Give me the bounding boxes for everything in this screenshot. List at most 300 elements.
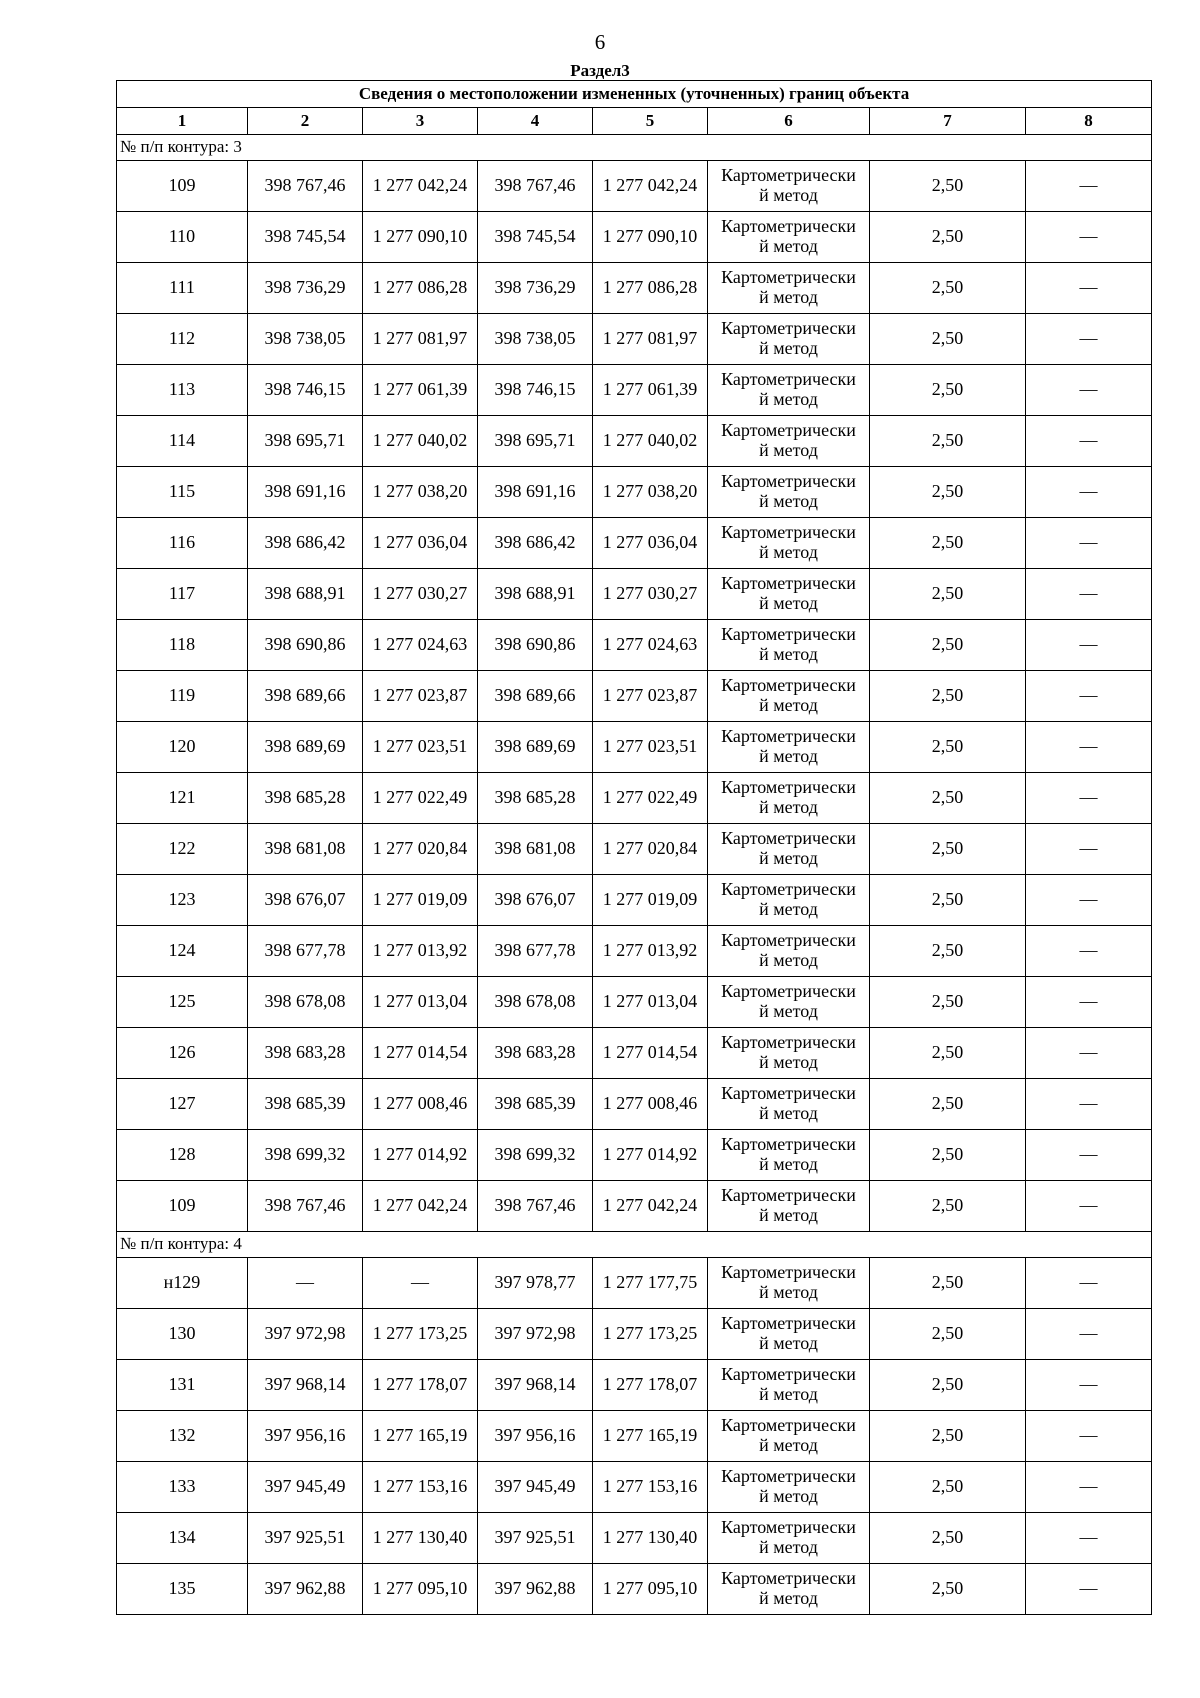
- x-old-value: 398 685,39: [248, 1079, 363, 1130]
- y-old-value: 1 277 153,16: [363, 1462, 478, 1513]
- x-new-value: 397 968,14: [478, 1360, 593, 1411]
- y-new-value: 1 277 014,92: [593, 1130, 708, 1181]
- method-cell: [708, 620, 870, 671]
- page-number: 6: [594, 30, 606, 54]
- method-cell: [708, 926, 870, 977]
- method-line: Картометрически: [721, 726, 856, 747]
- method-cell: [708, 1309, 870, 1360]
- point-number: 119: [117, 671, 248, 722]
- point-number: 117: [117, 569, 248, 620]
- y-new-value: 1 277 042,24: [593, 161, 708, 212]
- x-new-value: 398 676,07: [478, 875, 593, 926]
- method-line: й метод: [759, 236, 818, 256]
- method-cell: [708, 1130, 870, 1181]
- accuracy-value: 2,50: [870, 1513, 1026, 1564]
- point-number: 124: [117, 926, 248, 977]
- y-new-value: 1 277 130,40: [593, 1513, 708, 1564]
- y-old-value: 1 277 178,07: [363, 1360, 478, 1411]
- method-line: Картометрически: [721, 675, 856, 696]
- method-line: Картометрически: [721, 1568, 856, 1589]
- point-number: 112: [117, 314, 248, 365]
- y-new-value: 1 277 022,49: [593, 773, 708, 824]
- note-value: —: [1026, 1564, 1152, 1615]
- table-row: [117, 1462, 1152, 1513]
- table-row: [117, 620, 1152, 671]
- y-old-value: 1 277 038,20: [363, 467, 478, 518]
- y-old-value: 1 277 165,19: [363, 1411, 478, 1462]
- point-number: 111: [117, 263, 248, 314]
- accuracy-value: 2,50: [870, 212, 1026, 263]
- table-row: [117, 416, 1152, 467]
- y-old-value: 1 277 061,39: [363, 365, 478, 416]
- y-old-value: 1 277 020,84: [363, 824, 478, 875]
- y-old-value: 1 277 090,10: [363, 212, 478, 263]
- x-new-value: 398 686,42: [478, 518, 593, 569]
- point-number: н129: [117, 1258, 248, 1309]
- method-line: й метод: [759, 287, 818, 307]
- method-line: Картометрически: [721, 1134, 856, 1155]
- note-value: —: [1026, 671, 1152, 722]
- y-old-value: 1 277 081,97: [363, 314, 478, 365]
- method-cell: [708, 1360, 870, 1411]
- note-value: —: [1026, 1079, 1152, 1130]
- table-row: [117, 1181, 1152, 1232]
- accuracy-value: 2,50: [870, 1411, 1026, 1462]
- point-number: 121: [117, 773, 248, 824]
- point-number: 135: [117, 1564, 248, 1615]
- y-new-value: 1 277 090,10: [593, 212, 708, 263]
- point-number: 120: [117, 722, 248, 773]
- accuracy-value: 2,50: [870, 926, 1026, 977]
- y-new-value: 1 277 173,25: [593, 1309, 708, 1360]
- x-old-value: 398 688,91: [248, 569, 363, 620]
- column-number: 6: [708, 108, 870, 135]
- point-number: 130: [117, 1309, 248, 1360]
- method-line: Картометрически: [721, 1313, 856, 1334]
- method-cell: [708, 977, 870, 1028]
- method-cell: [708, 569, 870, 620]
- note-value: —: [1026, 824, 1152, 875]
- method-cell: [708, 518, 870, 569]
- y-old-value: 1 277 173,25: [363, 1309, 478, 1360]
- point-number: 109: [117, 1181, 248, 1232]
- method-line: Картометрически: [721, 573, 856, 594]
- y-old-value: 1 277 022,49: [363, 773, 478, 824]
- note-value: —: [1026, 1130, 1152, 1181]
- method-cell: [708, 1079, 870, 1130]
- x-old-value: 397 972,98: [248, 1309, 363, 1360]
- accuracy-value: 2,50: [870, 620, 1026, 671]
- x-new-value: 398 678,08: [478, 977, 593, 1028]
- method-line: Картометрически: [721, 879, 856, 900]
- y-old-value: 1 277 023,51: [363, 722, 478, 773]
- note-value: —: [1026, 1462, 1152, 1513]
- x-new-value: 398 738,05: [478, 314, 593, 365]
- table-row: [117, 518, 1152, 569]
- method-line: й метод: [759, 746, 818, 766]
- method-cell: [708, 773, 870, 824]
- x-old-value: 397 962,88: [248, 1564, 363, 1615]
- table-row: [117, 314, 1152, 365]
- x-new-value: 398 681,08: [478, 824, 593, 875]
- method-line: й метод: [759, 1537, 818, 1557]
- x-new-value: 397 956,16: [478, 1411, 593, 1462]
- y-new-value: 1 277 030,27: [593, 569, 708, 620]
- method-cell: [708, 671, 870, 722]
- method-line: й метод: [759, 644, 818, 664]
- table-row: [117, 1411, 1152, 1462]
- table-row: [117, 722, 1152, 773]
- accuracy-value: 2,50: [870, 161, 1026, 212]
- x-new-value: 398 690,86: [478, 620, 593, 671]
- method-cell: [708, 1462, 870, 1513]
- y-new-value: 1 277 020,84: [593, 824, 708, 875]
- x-old-value: 397 968,14: [248, 1360, 363, 1411]
- method-line: й метод: [759, 1588, 818, 1608]
- method-line: й метод: [759, 389, 818, 409]
- accuracy-value: 2,50: [870, 875, 1026, 926]
- method-line: Картометрически: [721, 267, 856, 288]
- accuracy-value: 2,50: [870, 1079, 1026, 1130]
- method-line: й метод: [759, 1001, 818, 1021]
- method-cell: [708, 875, 870, 926]
- method-line: й метод: [759, 185, 818, 205]
- note-value: —: [1026, 1028, 1152, 1079]
- method-line: Картометрически: [721, 1415, 856, 1436]
- y-new-value: 1 277 086,28: [593, 263, 708, 314]
- x-old-value: 398 685,28: [248, 773, 363, 824]
- note-value: —: [1026, 1309, 1152, 1360]
- table-row: [117, 773, 1152, 824]
- method-cell: [708, 416, 870, 467]
- y-old-value: —: [363, 1258, 478, 1309]
- y-old-value: 1 277 030,27: [363, 569, 478, 620]
- x-old-value: 398 676,07: [248, 875, 363, 926]
- column-number: 5: [593, 108, 708, 135]
- contour-label: № п/п контура: 3: [117, 135, 1152, 161]
- x-old-value: 398 678,08: [248, 977, 363, 1028]
- method-line: Картометрически: [721, 930, 856, 951]
- table-row: [117, 824, 1152, 875]
- contour-header-row: [117, 1232, 1152, 1258]
- method-line: Картометрически: [721, 165, 856, 186]
- x-new-value: 398 746,15: [478, 365, 593, 416]
- accuracy-value: 2,50: [870, 314, 1026, 365]
- table-row: [117, 1130, 1152, 1181]
- x-old-value: 398 681,08: [248, 824, 363, 875]
- method-cell: [708, 263, 870, 314]
- method-line: й метод: [759, 1435, 818, 1455]
- x-old-value: 398 689,66: [248, 671, 363, 722]
- method-line: й метод: [759, 338, 818, 358]
- section-title: Раздел3: [570, 61, 630, 80]
- method-cell: [708, 161, 870, 212]
- x-new-value: 397 962,88: [478, 1564, 593, 1615]
- x-new-value: 398 695,71: [478, 416, 593, 467]
- point-number: 116: [117, 518, 248, 569]
- x-old-value: 398 686,42: [248, 518, 363, 569]
- y-old-value: 1 277 019,09: [363, 875, 478, 926]
- x-new-value: 397 945,49: [478, 1462, 593, 1513]
- table-row: [117, 671, 1152, 722]
- point-number: 125: [117, 977, 248, 1028]
- note-value: —: [1026, 263, 1152, 314]
- point-number: 133: [117, 1462, 248, 1513]
- method-line: й метод: [759, 1333, 818, 1353]
- note-value: —: [1026, 977, 1152, 1028]
- x-new-value: 398 689,69: [478, 722, 593, 773]
- method-line: й метод: [759, 1154, 818, 1174]
- method-line: Картометрически: [721, 216, 856, 237]
- method-cell: [708, 365, 870, 416]
- y-old-value: 1 277 040,02: [363, 416, 478, 467]
- table-row: [117, 467, 1152, 518]
- x-new-value: 398 685,28: [478, 773, 593, 824]
- x-old-value: 398 767,46: [248, 161, 363, 212]
- point-number: 114: [117, 416, 248, 467]
- method-line: Картометрически: [721, 1517, 856, 1538]
- note-value: —: [1026, 1513, 1152, 1564]
- method-line: Картометрически: [721, 828, 856, 849]
- point-number: 113: [117, 365, 248, 416]
- table-row: [117, 1309, 1152, 1360]
- y-new-value: 1 277 024,63: [593, 620, 708, 671]
- note-value: —: [1026, 212, 1152, 263]
- table-row: [117, 1564, 1152, 1615]
- table-row: [117, 1360, 1152, 1411]
- y-new-value: 1 277 153,16: [593, 1462, 708, 1513]
- method-line: й метод: [759, 797, 818, 817]
- y-new-value: 1 277 095,10: [593, 1564, 708, 1615]
- table-row: [117, 161, 1152, 212]
- x-old-value: 398 689,69: [248, 722, 363, 773]
- y-new-value: 1 277 019,09: [593, 875, 708, 926]
- x-new-value: 398 691,16: [478, 467, 593, 518]
- x-new-value: 398 683,28: [478, 1028, 593, 1079]
- x-old-value: 398 746,15: [248, 365, 363, 416]
- method-cell: [708, 1411, 870, 1462]
- method-line: Картометрически: [721, 777, 856, 798]
- x-new-value: 398 767,46: [478, 1181, 593, 1232]
- accuracy-value: 2,50: [870, 1564, 1026, 1615]
- method-line: Картометрически: [721, 318, 856, 339]
- note-value: —: [1026, 773, 1152, 824]
- y-old-value: 1 277 042,24: [363, 1181, 478, 1232]
- method-line: Картометрически: [721, 1083, 856, 1104]
- x-new-value: 397 972,98: [478, 1309, 593, 1360]
- column-number: 4: [478, 108, 593, 135]
- x-new-value: 398 688,91: [478, 569, 593, 620]
- x-old-value: 398 736,29: [248, 263, 363, 314]
- table-row: [117, 875, 1152, 926]
- method-line: й метод: [759, 1052, 818, 1072]
- point-number: 132: [117, 1411, 248, 1462]
- x-old-value: 398 699,32: [248, 1130, 363, 1181]
- accuracy-value: 2,50: [870, 1130, 1026, 1181]
- note-value: —: [1026, 569, 1152, 620]
- note-value: —: [1026, 1411, 1152, 1462]
- note-value: —: [1026, 1360, 1152, 1411]
- accuracy-value: 2,50: [870, 365, 1026, 416]
- accuracy-value: 2,50: [870, 824, 1026, 875]
- y-new-value: 1 277 008,46: [593, 1079, 708, 1130]
- method-cell: [708, 1513, 870, 1564]
- method-line: Картометрически: [721, 624, 856, 645]
- note-value: —: [1026, 161, 1152, 212]
- table-row: [117, 1513, 1152, 1564]
- table-row: [117, 926, 1152, 977]
- x-new-value: 398 745,54: [478, 212, 593, 263]
- y-new-value: 1 277 178,07: [593, 1360, 708, 1411]
- method-cell: [708, 1028, 870, 1079]
- method-cell: [708, 722, 870, 773]
- x-old-value: 398 690,86: [248, 620, 363, 671]
- y-old-value: 1 277 024,63: [363, 620, 478, 671]
- note-value: —: [1026, 875, 1152, 926]
- x-old-value: 398 683,28: [248, 1028, 363, 1079]
- point-number: 128: [117, 1130, 248, 1181]
- method-line: Картометрически: [721, 471, 856, 492]
- accuracy-value: 2,50: [870, 1462, 1026, 1513]
- table-row: [117, 1258, 1152, 1309]
- point-number: 115: [117, 467, 248, 518]
- x-old-value: 398 677,78: [248, 926, 363, 977]
- y-old-value: 1 277 036,04: [363, 518, 478, 569]
- method-line: й метод: [759, 899, 818, 919]
- method-cell: [708, 467, 870, 518]
- y-new-value: 1 277 038,20: [593, 467, 708, 518]
- note-value: —: [1026, 518, 1152, 569]
- accuracy-value: 2,50: [870, 977, 1026, 1028]
- y-new-value: 1 277 023,87: [593, 671, 708, 722]
- y-old-value: 1 277 014,54: [363, 1028, 478, 1079]
- accuracy-value: 2,50: [870, 773, 1026, 824]
- accuracy-value: 2,50: [870, 467, 1026, 518]
- y-new-value: 1 277 177,75: [593, 1258, 708, 1309]
- method-line: Картометрически: [721, 369, 856, 390]
- method-line: Картометрически: [721, 1262, 856, 1283]
- accuracy-value: 2,50: [870, 416, 1026, 467]
- point-number: 134: [117, 1513, 248, 1564]
- method-line: й метод: [759, 593, 818, 613]
- point-number: 131: [117, 1360, 248, 1411]
- x-new-value: 398 677,78: [478, 926, 593, 977]
- x-old-value: 398 695,71: [248, 416, 363, 467]
- y-old-value: 1 277 095,10: [363, 1564, 478, 1615]
- method-line: Картометрически: [721, 1185, 856, 1206]
- table-row: [117, 1028, 1152, 1079]
- y-old-value: 1 277 042,24: [363, 161, 478, 212]
- accuracy-value: 2,50: [870, 569, 1026, 620]
- method-line: й метод: [759, 695, 818, 715]
- column-number: 1: [117, 108, 248, 135]
- y-new-value: 1 277 061,39: [593, 365, 708, 416]
- method-cell: [708, 1181, 870, 1232]
- note-value: —: [1026, 1181, 1152, 1232]
- y-new-value: 1 277 023,51: [593, 722, 708, 773]
- point-number: 110: [117, 212, 248, 263]
- note-value: —: [1026, 314, 1152, 365]
- column-number: 2: [248, 108, 363, 135]
- table-row: [117, 977, 1152, 1028]
- note-value: —: [1026, 722, 1152, 773]
- method-line: й метод: [759, 1205, 818, 1225]
- y-old-value: 1 277 130,40: [363, 1513, 478, 1564]
- method-line: й метод: [759, 1384, 818, 1404]
- y-new-value: 1 277 036,04: [593, 518, 708, 569]
- x-new-value: 397 925,51: [478, 1513, 593, 1564]
- note-value: —: [1026, 416, 1152, 467]
- method-cell: [708, 212, 870, 263]
- method-line: й метод: [759, 491, 818, 511]
- note-value: —: [1026, 365, 1152, 416]
- method-line: Картометрически: [721, 981, 856, 1002]
- accuracy-value: 2,50: [870, 263, 1026, 314]
- y-old-value: 1 277 013,92: [363, 926, 478, 977]
- method-line: й метод: [759, 1282, 818, 1302]
- method-cell: [708, 314, 870, 365]
- table-row: [117, 569, 1152, 620]
- y-old-value: 1 277 086,28: [363, 263, 478, 314]
- accuracy-value: 2,50: [870, 671, 1026, 722]
- accuracy-value: 2,50: [870, 1309, 1026, 1360]
- accuracy-value: 2,50: [870, 1258, 1026, 1309]
- x-old-value: 398 767,46: [248, 1181, 363, 1232]
- method-line: й метод: [759, 1103, 818, 1123]
- table-row: [117, 212, 1152, 263]
- method-line: Картометрически: [721, 420, 856, 441]
- method-line: Картометрически: [721, 1364, 856, 1385]
- point-number: 122: [117, 824, 248, 875]
- accuracy-value: 2,50: [870, 1181, 1026, 1232]
- y-new-value: 1 277 040,02: [593, 416, 708, 467]
- x-old-value: 397 945,49: [248, 1462, 363, 1513]
- y-new-value: 1 277 042,24: [593, 1181, 708, 1232]
- point-number: 123: [117, 875, 248, 926]
- x-old-value: 398 691,16: [248, 467, 363, 518]
- y-old-value: 1 277 014,92: [363, 1130, 478, 1181]
- y-new-value: 1 277 081,97: [593, 314, 708, 365]
- table-title-row: [117, 81, 1152, 108]
- accuracy-value: 2,50: [870, 1360, 1026, 1411]
- point-number: 127: [117, 1079, 248, 1130]
- y-old-value: 1 277 023,87: [363, 671, 478, 722]
- accuracy-value: 2,50: [870, 518, 1026, 569]
- x-new-value: 398 685,39: [478, 1079, 593, 1130]
- y-old-value: 1 277 008,46: [363, 1079, 478, 1130]
- point-number: 118: [117, 620, 248, 671]
- column-number: 7: [870, 108, 1026, 135]
- table-row: [117, 1079, 1152, 1130]
- point-number: 126: [117, 1028, 248, 1079]
- table-row: [117, 365, 1152, 416]
- method-cell: [708, 1564, 870, 1615]
- x-old-value: 398 738,05: [248, 314, 363, 365]
- method-line: Картометрически: [721, 522, 856, 543]
- column-number: 8: [1026, 108, 1152, 135]
- note-value: —: [1026, 620, 1152, 671]
- x-old-value: 397 956,16: [248, 1411, 363, 1462]
- note-value: —: [1026, 1258, 1152, 1309]
- y-new-value: 1 277 165,19: [593, 1411, 708, 1462]
- note-value: —: [1026, 467, 1152, 518]
- method-line: Картометрически: [721, 1032, 856, 1053]
- table-title: Сведения о местоположении измененных (уточненных) границ объекта: [117, 81, 1152, 108]
- accuracy-value: 2,50: [870, 722, 1026, 773]
- y-new-value: 1 277 013,92: [593, 926, 708, 977]
- x-new-value: 398 767,46: [478, 161, 593, 212]
- table-row: [117, 263, 1152, 314]
